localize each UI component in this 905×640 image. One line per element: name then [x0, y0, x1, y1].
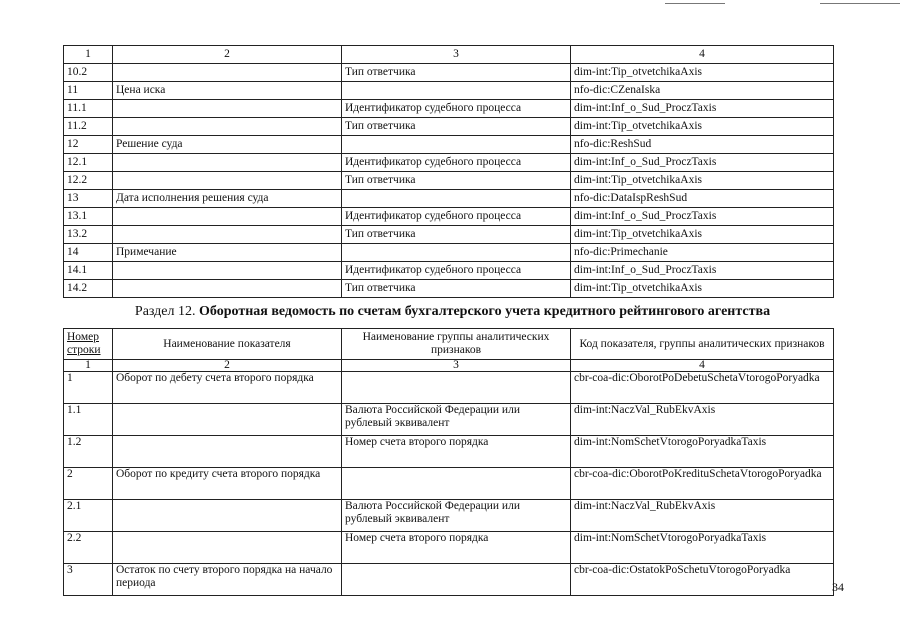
- code-cell: dim-int:Inf_o_Sud_ProczTaxis: [571, 100, 834, 118]
- code-cell: cbr-coa-dic:OborotPoDebetuSchetaVtorogoPoryadka: [571, 372, 834, 404]
- header-indicator-name: Наименование показателя: [113, 329, 342, 360]
- row-number-cell: 14: [64, 244, 113, 262]
- col-number-1: 1: [64, 360, 113, 372]
- table-row: [64, 280, 834, 298]
- table-row: [64, 372, 834, 404]
- scan-mark: [820, 3, 900, 4]
- row-number-cell: 1.1: [64, 404, 113, 436]
- table-row: [64, 262, 834, 280]
- table-row: [64, 208, 834, 226]
- indicator-name-cell: [113, 154, 342, 172]
- indicator-name-cell: Оборот по кредиту счета второго порядка: [113, 468, 342, 500]
- table-row: [64, 64, 834, 82]
- row-number-cell: 12.1: [64, 154, 113, 172]
- column-number-row: [64, 46, 834, 64]
- group-name-cell: Тип ответчика: [342, 172, 571, 190]
- indicator-name-cell: [113, 118, 342, 136]
- table-row: [64, 226, 834, 244]
- table-row: [64, 172, 834, 190]
- row-number-cell: 11.2: [64, 118, 113, 136]
- indicator-name-cell: [113, 172, 342, 190]
- code-cell: dim-int:Inf_o_Sud_ProczTaxis: [571, 154, 834, 172]
- group-name-cell: Валюта Российской Федерации или рублевый эквивалент: [342, 500, 571, 532]
- header-row-number: Номер строки: [64, 329, 113, 360]
- col-number-2: 2: [113, 360, 342, 372]
- header-code: Код показателя, группы аналитических признаков: [571, 329, 834, 360]
- code-cell: dim-int:Tip_otvetchikaAxis: [571, 64, 834, 82]
- group-name-cell: Тип ответчика: [342, 226, 571, 244]
- group-name-cell: Тип ответчика: [342, 64, 571, 82]
- code-cell: nfo-dic:DataIspReshSud: [571, 190, 834, 208]
- code-cell: dim-int:NaczVal_RubEkvAxis: [571, 404, 834, 436]
- code-cell: dim-int:Tip_otvetchikaAxis: [571, 118, 834, 136]
- table-row: [64, 82, 834, 100]
- group-name-cell: [342, 136, 571, 154]
- table-row: [64, 404, 834, 436]
- indicator-name-cell: Цена иска: [113, 82, 342, 100]
- code-cell: dim-int:NomSchetVtorogoPoryadkaTaxis: [571, 532, 834, 564]
- page-number: 34: [832, 580, 844, 594]
- group-name-cell: Идентификатор судебного процесса: [342, 154, 571, 172]
- row-number-cell: 11.1: [64, 100, 113, 118]
- indicator-name-cell: [113, 64, 342, 82]
- code-cell: dim-int:Tip_otvetchikaAxis: [571, 280, 834, 298]
- group-name-cell: [342, 372, 571, 404]
- group-name-cell: [342, 190, 571, 208]
- row-number-cell: 2.2: [64, 532, 113, 564]
- table-row: [64, 500, 834, 532]
- group-name-cell: Идентификатор судебного процесса: [342, 208, 571, 226]
- indicator-name-cell: Оборот по дебету счета второго порядка: [113, 372, 342, 404]
- indicator-name-cell: [113, 280, 342, 298]
- row-number-cell: 3: [64, 564, 113, 596]
- indicator-name-cell: [113, 262, 342, 280]
- row-number-cell: 14.1: [64, 262, 113, 280]
- row-number-cell: 13.2: [64, 226, 113, 244]
- group-name-cell: Идентификатор судебного процесса: [342, 100, 571, 118]
- column-number-row: [64, 360, 834, 372]
- group-name-cell: [342, 82, 571, 100]
- table-row: [64, 564, 834, 596]
- table-row: [64, 118, 834, 136]
- section-heading: [0, 303, 905, 321]
- code-cell: nfo-dic:ReshSud: [571, 136, 834, 154]
- indicator-name-cell: [113, 500, 342, 532]
- col-number-4: 4: [571, 46, 834, 64]
- indicator-name-cell: [113, 404, 342, 436]
- row-number-cell: 2: [64, 468, 113, 500]
- col-number-2: 2: [113, 46, 342, 64]
- header-row: [64, 329, 834, 360]
- code-cell: dim-int:Tip_otvetchikaAxis: [571, 172, 834, 190]
- code-cell: dim-int:Tip_otvetchikaAxis: [571, 226, 834, 244]
- header-group-name: Наименование группы аналитических признаков: [342, 329, 571, 360]
- indicator-name-cell: [113, 532, 342, 564]
- table-row: [64, 532, 834, 564]
- table-row: [64, 136, 834, 154]
- group-name-cell: Тип ответчика: [342, 118, 571, 136]
- col-number-3: 3: [342, 360, 571, 372]
- indicator-name-cell: Решение суда: [113, 136, 342, 154]
- code-cell: nfo-dic:Primechanie: [571, 244, 834, 262]
- indicator-name-cell: [113, 436, 342, 468]
- table-row: [64, 436, 834, 468]
- table-row: [64, 468, 834, 500]
- row-number-cell: 2.1: [64, 500, 113, 532]
- code-cell: dim-int:Inf_o_Sud_ProczTaxis: [571, 208, 834, 226]
- code-cell: dim-int:NaczVal_RubEkvAxis: [571, 500, 834, 532]
- indicator-name-cell: Остаток по счету второго порядка на начало периода: [113, 564, 342, 596]
- group-name-cell: [342, 564, 571, 596]
- section-title: Оборотная ведомость по счетам бухгалтерского учета кредитного рейтингового агентства: [199, 304, 771, 319]
- code-cell: dim-int:NomSchetVtorogoPoryadkaTaxis: [571, 436, 834, 468]
- code-cell: dim-int:Inf_o_Sud_ProczTaxis: [571, 262, 834, 280]
- row-number-cell: 12.2: [64, 172, 113, 190]
- row-number-cell: 13.1: [64, 208, 113, 226]
- turnover-statement-table: [63, 328, 834, 596]
- group-name-cell: Идентификатор судебного процесса: [342, 262, 571, 280]
- scan-mark: [665, 3, 725, 4]
- group-name-cell: [342, 244, 571, 262]
- table-row: [64, 244, 834, 262]
- group-name-cell: [342, 468, 571, 500]
- code-cell: cbr-coa-dic:OborotPoKredituSchetaVtorogoPoryadka: [571, 468, 834, 500]
- group-name-cell: Номер счета второго порядка: [342, 532, 571, 564]
- table-row: [64, 100, 834, 118]
- code-cell: cbr-coa-dic:OstatokPoSchetuVtorogoPoryadka: [571, 564, 834, 596]
- row-number-cell: 12: [64, 136, 113, 154]
- indicator-name-cell: Дата исполнения решения суда: [113, 190, 342, 208]
- group-name-cell: Тип ответчика: [342, 280, 571, 298]
- col-number-4: 4: [571, 360, 834, 372]
- row-number-cell: 1: [64, 372, 113, 404]
- indicator-name-cell: [113, 226, 342, 244]
- row-number-cell: 10.2: [64, 64, 113, 82]
- row-number-cell: 14.2: [64, 280, 113, 298]
- col-number-1: 1: [64, 46, 113, 64]
- col-number-3: 3: [342, 46, 571, 64]
- indicator-name-cell: Примечание: [113, 244, 342, 262]
- group-name-cell: Валюта Российской Федерации или рублевый эквивалент: [342, 404, 571, 436]
- section-prefix: Раздел 12.: [134, 304, 196, 319]
- attributes-table-continued: [63, 45, 834, 298]
- code-cell: nfo-dic:CZenaIska: [571, 82, 834, 100]
- table-row: [64, 190, 834, 208]
- indicator-name-cell: [113, 100, 342, 118]
- table-row: [64, 154, 834, 172]
- group-name-cell: Номер счета второго порядка: [342, 436, 571, 468]
- row-number-cell: 11: [64, 82, 113, 100]
- indicator-name-cell: [113, 208, 342, 226]
- row-number-cell: 13: [64, 190, 113, 208]
- row-number-cell: 1.2: [64, 436, 113, 468]
